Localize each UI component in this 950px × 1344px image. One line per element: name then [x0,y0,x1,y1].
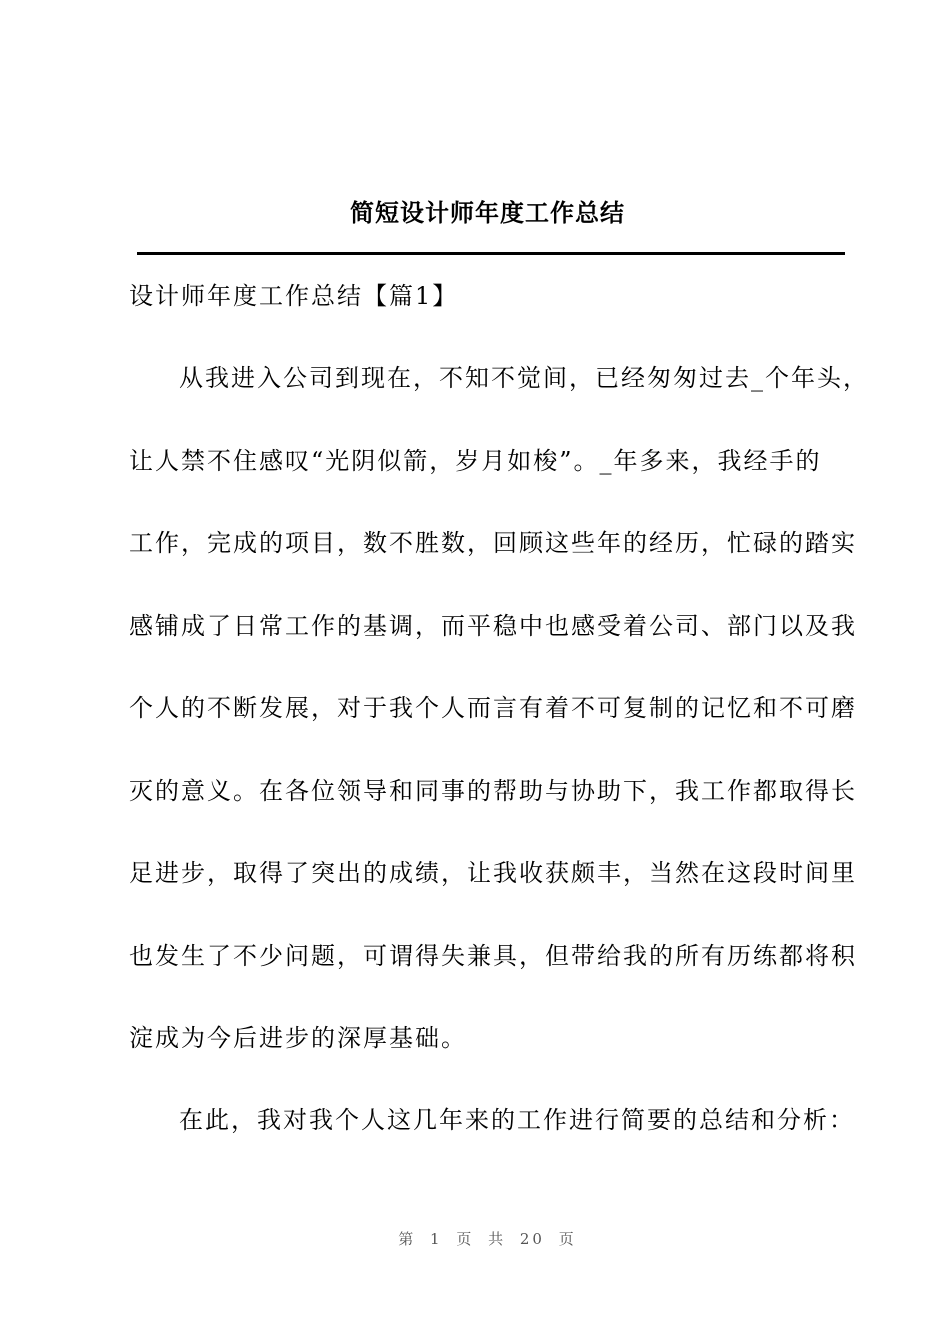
page-footer: 第 1 页 共 20 页 [398,1230,577,1248]
document-title: 简短设计师年度工作总结 [350,198,625,227]
paragraph-1-line: 感铺成了日常工作的基调，而平稳中也感受着公司、部门以及我 [129,611,857,640]
paragraph-2 [129,1099,855,1141]
paragraph-1-line: 灭的意义。在各位领导和同事的帮助与协助下，我工作都取得长 [129,776,857,805]
paragraph-1-line: 让人禁不住感叹“光阴似箭，岁月如梭”。_年多来，我经手的 [129,446,822,475]
paragraph-1-line: 从我进入公司到现在，不知不觉间，已经匆匆过去_个年头， [179,364,869,392]
title-divider [137,252,845,255]
paragraph-1 [129,357,869,1059]
paragraph-1-line: 足进步，取得了突出的成绩，让我收获颇丰，当然在这段时间里 [129,859,857,887]
paragraph-1-line: 也发生了不少问题，可谓得失兼具，但带给我的所有历练都将积 [129,941,857,970]
document-body [129,275,869,1141]
paragraph-1-line: 工作，完成的项目，数不胜数，回顾这些年的经历，忙碌的踏实 [129,529,857,557]
paragraph-1-line: 淀成为今后进步的深厚基础。 [129,1024,467,1052]
paragraph-2-line: 在此，我对我个人这几年来的工作进行简要的总结和分析： [179,1106,855,1134]
section-heading: 设计师年度工作总结【篇1】 [129,282,459,310]
paragraph-1-line: 个人的不断发展，对于我个人而言有着不可复制的记忆和不可磨 [129,694,857,722]
